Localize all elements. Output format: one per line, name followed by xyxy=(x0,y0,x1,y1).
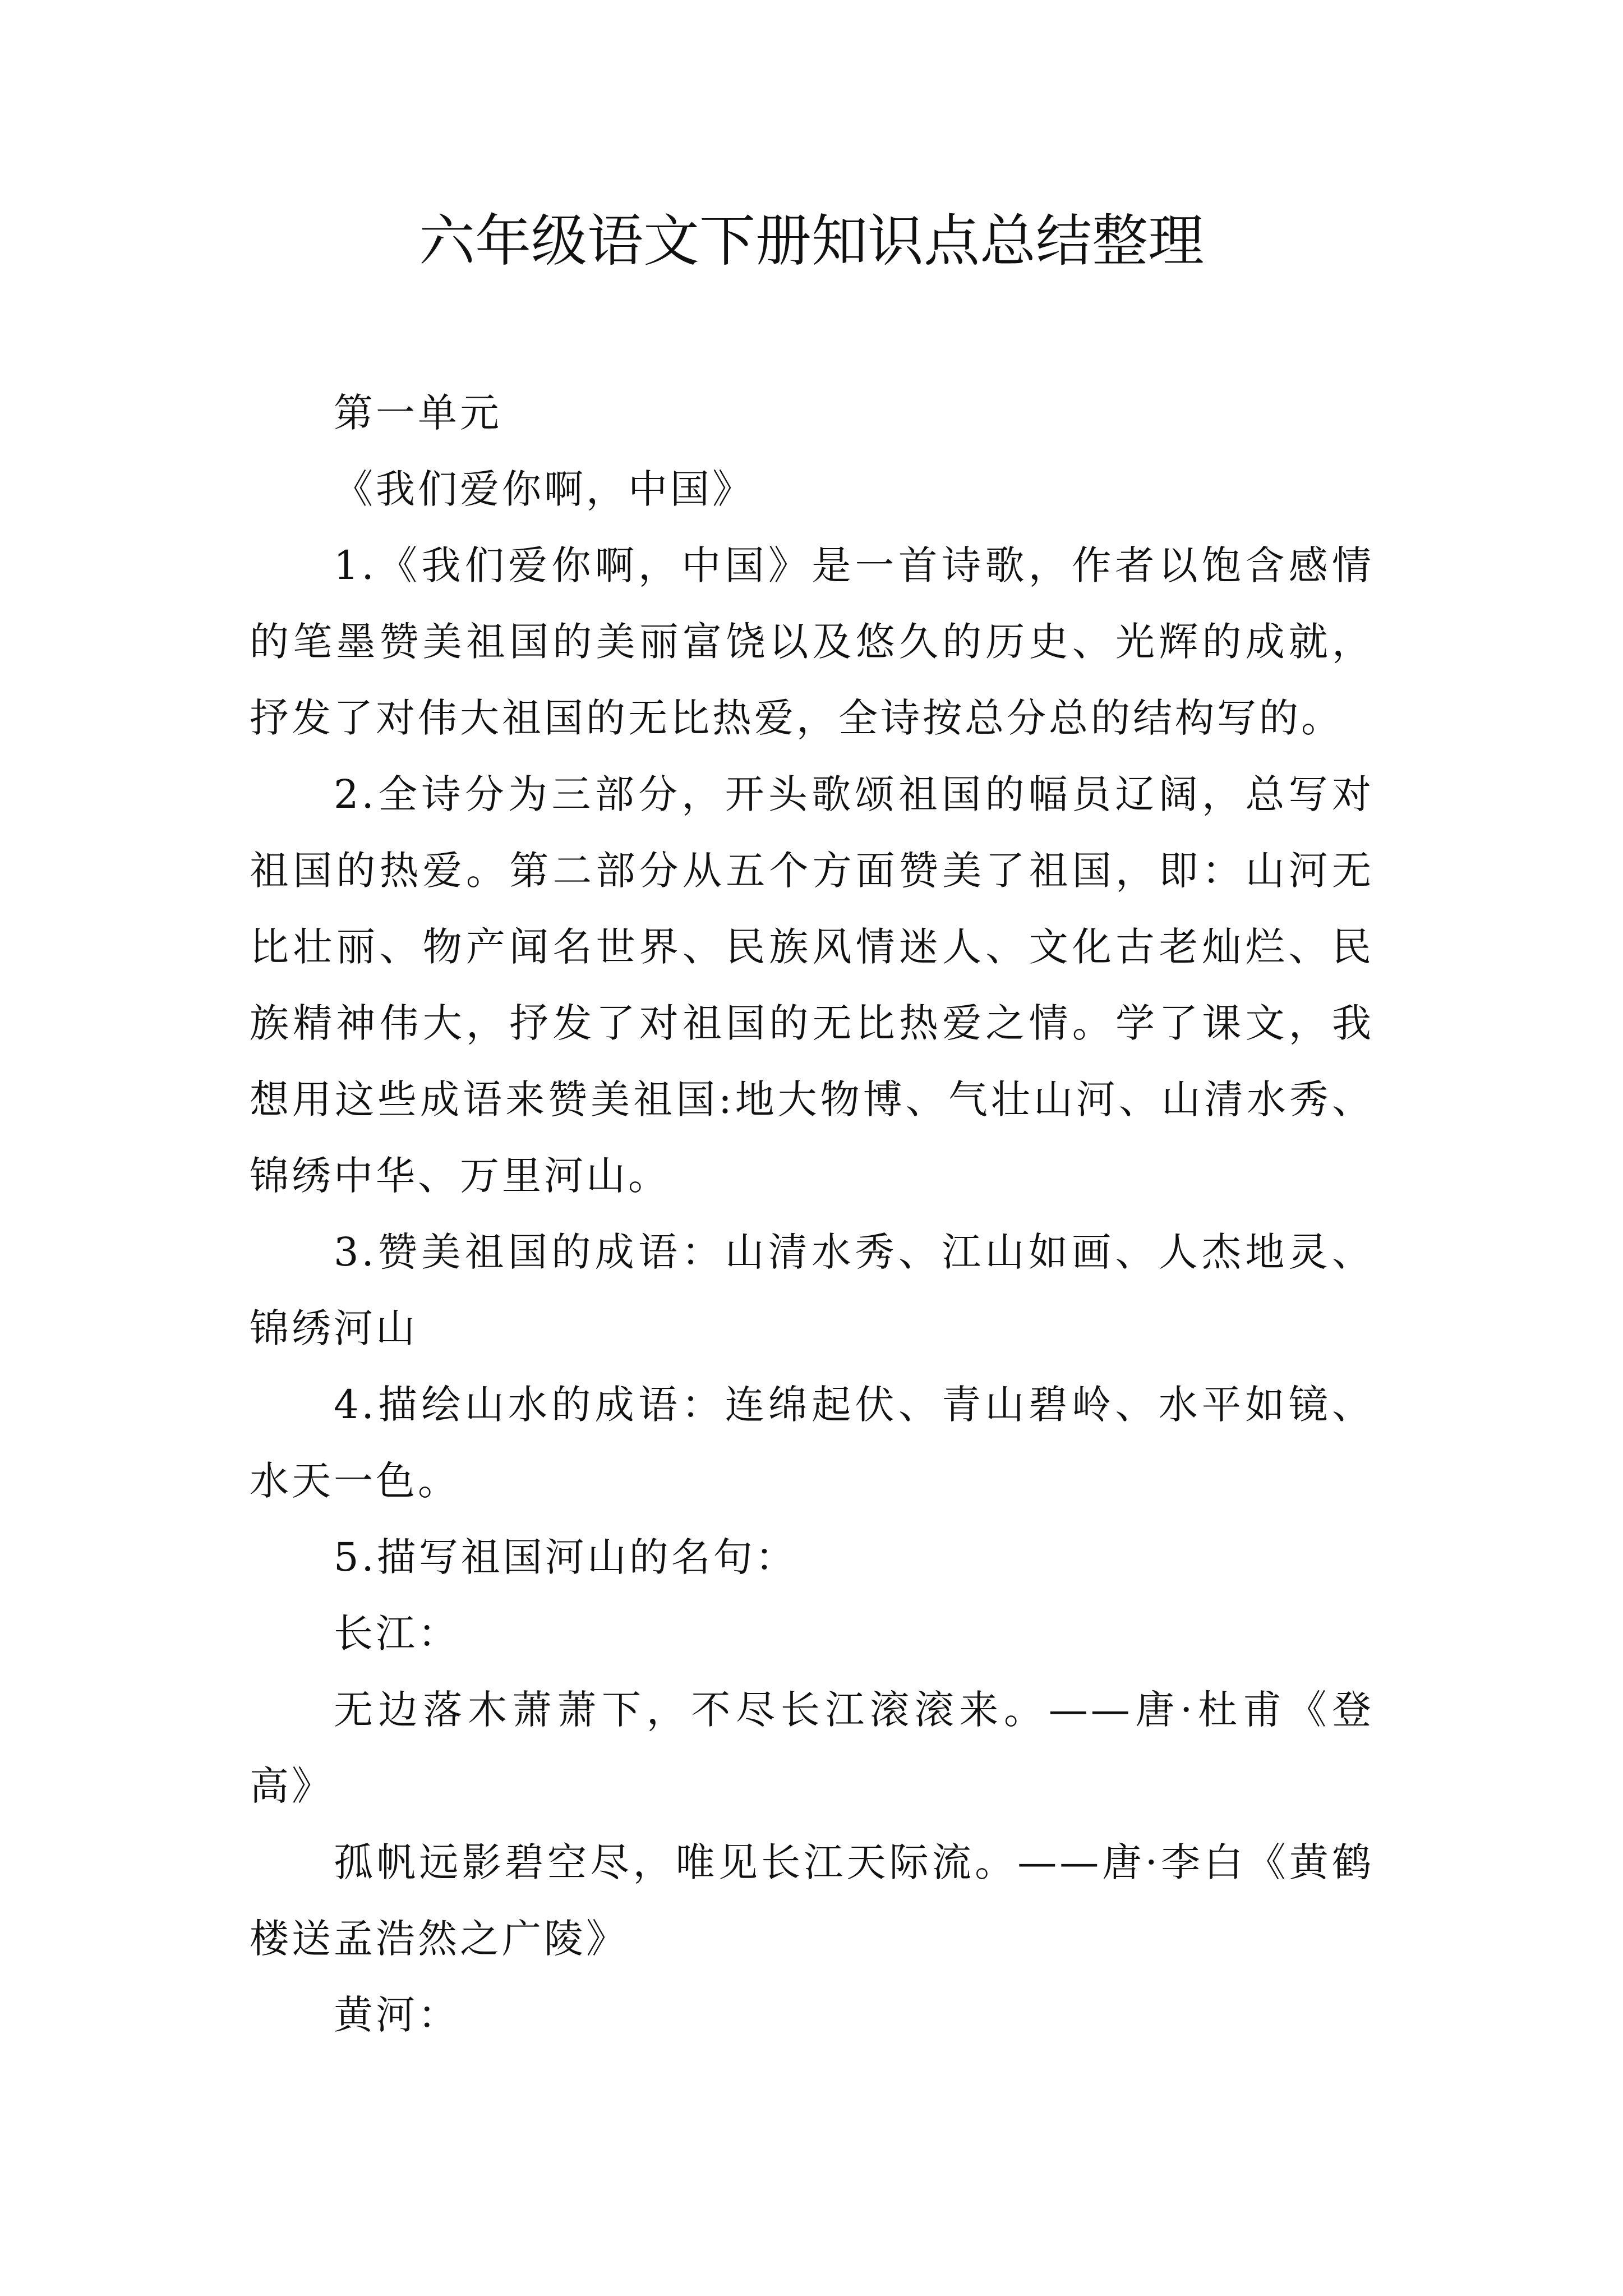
lesson-title: 《我们爱你啊，中国》 xyxy=(334,466,754,512)
document-title: 六年级语文下册知识点总结整理 xyxy=(419,208,1204,274)
section-heading-unit-1: 第一单元 xyxy=(334,390,502,436)
subheading-huanghe: 黄河： xyxy=(334,1992,460,2038)
paragraph-point-5: 5.描写祖国河山的名句： xyxy=(334,1534,797,1580)
subheading-changjiang: 长江： xyxy=(334,1611,460,1657)
quote-dengao: 无边落木萧萧下，不尽长江滚滚来。——唐·杜甫《登高》 xyxy=(250,1687,1374,1809)
paragraph-point-3: 3.赞美祖国的成语：山清水秀、江山如画、人杰地灵、锦绣河山 xyxy=(250,1229,1374,1351)
paragraph-point-1: 1.《我们爱你啊，中国》是一首诗歌，作者以饱含感情的笔墨赞美祖国的美丽富饶以及悠久的历史、光辉的成就，抒发了对伟大祖国的无比热爱，全诗按总分总的结构写的。 xyxy=(250,542,1374,741)
paragraph-point-4: 4.描绘山水的成语：连绵起伏、青山碧岭、水平如镜、水天一色。 xyxy=(250,1382,1374,1504)
paragraph-point-2: 2.全诗分为三部分，开头歌颂祖国的幅员辽阔，总写对祖国的热爱。第二部分从五个方面赞美了祖国，即：山河无比壮丽、物产闻名世界、民族风情迷人、文化古老灿烂、民族精神伟大，抒发了对祖国的无比热爱之情。学了课文，我想用这些成语来赞美祖国:地大物博、气壮山河、山清水秀、锦绣中华、万里河山。 xyxy=(250,771,1374,1199)
quote-huanghelou: 孤帆远影碧空尽，唯见长江天际流。——唐·李白《黄鹤楼送孟浩然之广陵》 xyxy=(250,1839,1374,1962)
document-body xyxy=(250,375,1374,2053)
